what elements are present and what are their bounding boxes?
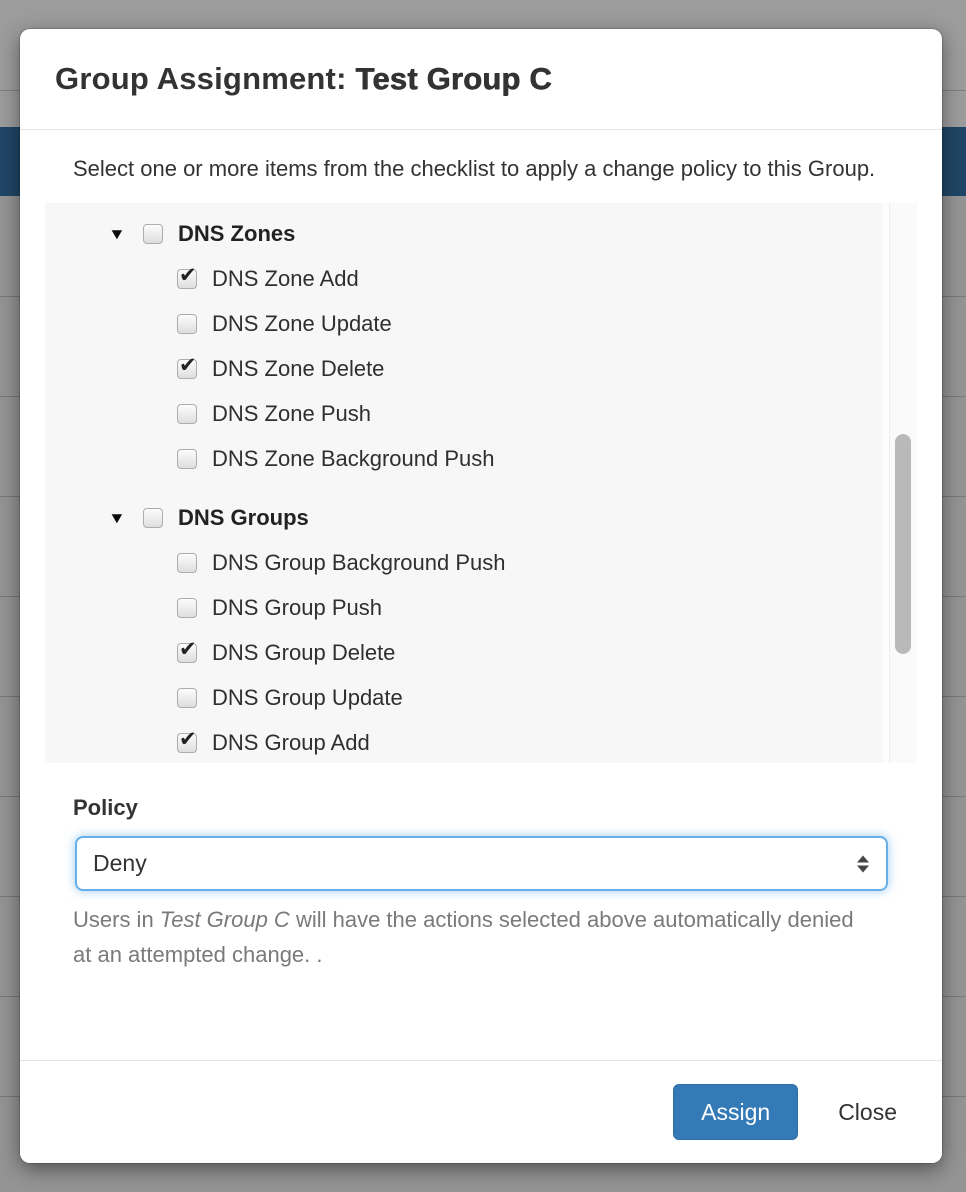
intro-text: Select one or more items from the checklist to apply a change policy to this Group. — [73, 156, 876, 181]
checklist-item-row — [45, 585, 917, 630]
checklist-section-dns-zones — [45, 211, 917, 256]
checklist-scrollbar-track[interactable] — [889, 203, 917, 763]
helper-group-name: Test Group C — [159, 907, 290, 932]
item-label: DNS Zone Background Push — [212, 445, 495, 471]
helper-suffix: will have the actions selected above automatically denied at an attempted change. . — [73, 907, 854, 967]
item-checkbox[interactable] — [177, 314, 197, 334]
collapse-triangle-icon[interactable]: ▼ — [108, 225, 126, 242]
item-checkbox[interactable] — [177, 637, 197, 663]
checklist-rows — [45, 203, 917, 763]
checklist-item-row — [45, 301, 917, 346]
section-checkbox[interactable] — [143, 224, 163, 244]
checklist-item-row — [45, 630, 917, 675]
item-checkbox[interactable] — [177, 449, 197, 469]
item-label: DNS Zone Push — [212, 400, 371, 426]
assign-button[interactable]: Assign — [673, 1084, 798, 1140]
policy-select[interactable] — [75, 836, 888, 891]
checklist-item-row — [45, 256, 917, 301]
checklist-section-dns-groups — [45, 495, 917, 540]
checkmark-icon: ✔ — [179, 727, 197, 751]
item-label: DNS Zone Delete — [212, 355, 385, 381]
item-label: DNS Group Update — [212, 684, 403, 710]
checklist-item-row — [45, 540, 917, 585]
checkmark-icon: ✔ — [179, 637, 197, 661]
checklist-item-row — [45, 436, 917, 481]
item-checkbox[interactable] — [177, 688, 197, 708]
item-checkbox[interactable] — [177, 727, 197, 753]
item-label: DNS Zone Update — [212, 310, 392, 336]
item-label: DNS Group Push — [212, 594, 382, 620]
item-label: DNS Group Delete — [212, 639, 396, 665]
dialog-footer — [20, 1060, 942, 1163]
section-label: DNS Groups — [178, 504, 309, 530]
dialog-title — [55, 61, 552, 97]
item-checkbox[interactable] — [177, 353, 197, 379]
group-assignment-dialog — [20, 29, 942, 1163]
policy-label: Policy — [73, 795, 138, 820]
policy-select-value: Deny — [93, 850, 147, 876]
checklist-scrollbar-thumb[interactable] — [895, 434, 911, 654]
dialog-header — [20, 29, 942, 130]
dialog-title-group-name: Test Group C — [355, 61, 552, 96]
item-checkbox[interactable] — [177, 263, 197, 289]
checkmark-icon: ✔ — [179, 353, 197, 377]
close-button[interactable]: Close — [838, 1098, 897, 1125]
item-checkbox[interactable] — [177, 553, 197, 573]
dialog-body — [20, 130, 942, 972]
item-label: DNS Zone Add — [212, 265, 359, 291]
item-checkbox[interactable] — [177, 598, 197, 618]
section-checkbox[interactable] — [143, 508, 163, 528]
checklist-item-row — [45, 346, 917, 391]
dialog-title-prefix: Group Assignment: — [55, 61, 356, 96]
checklist-item-row — [45, 391, 917, 436]
section-label: DNS Zones — [178, 220, 296, 246]
policy-helper-text — [73, 902, 857, 972]
item-label: DNS Group Background Push — [212, 549, 506, 575]
item-checkbox[interactable] — [177, 404, 197, 424]
select-stepper-icon — [857, 855, 869, 872]
collapse-triangle-icon[interactable]: ▼ — [108, 509, 126, 526]
checklist-item-row — [45, 720, 917, 763]
checklist-item-row — [45, 675, 917, 720]
item-label: DNS Group Add — [212, 729, 370, 755]
helper-prefix: Users in — [73, 907, 160, 932]
checkmark-icon: ✔ — [179, 263, 197, 287]
permissions-checklist — [45, 203, 917, 763]
